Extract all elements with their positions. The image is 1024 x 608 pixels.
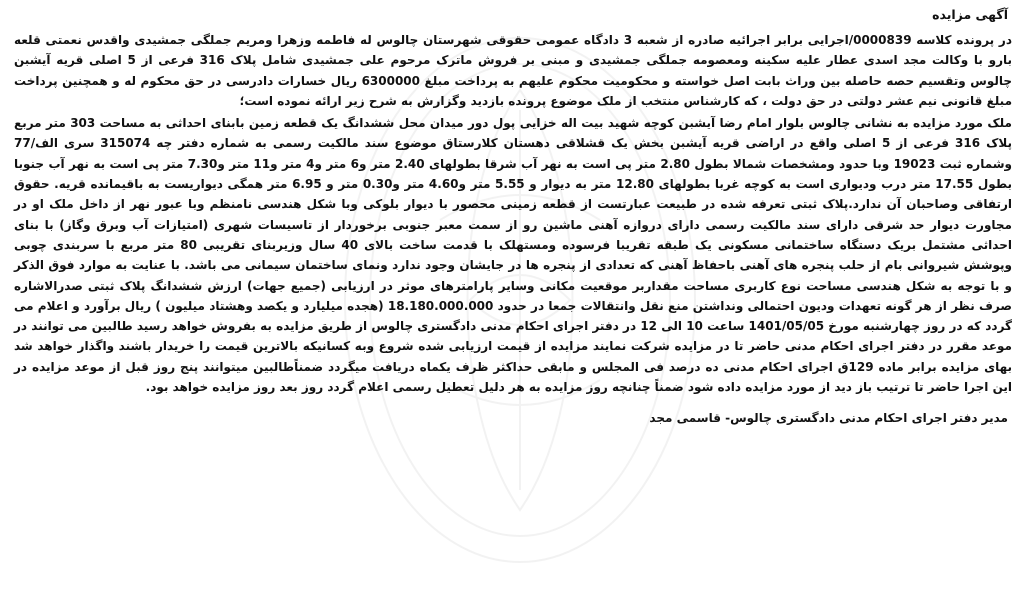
notice-signature: مدیر دفتر اجرای احکام مدنی دادگستری چالوس- قاسمی مجد	[649, 411, 1008, 426]
notice-paragraph-property: ملک مورد مزایده به نشانی چالوس بلوار امام رضا آیشبن کوچه شهید بیت اله خزایی پول دور میدان محل ششدانگ یک قطعه زمین بابنای احداثی به مساحت 303 متر مربع پلاک 316 فرعی از 5 اصلی واقع در اراضی قریه آیشبن بخش یک قشلاقی دهستان کلارستاق موضوع سند مالکیت رسمی به شماره دفتر چه 315074 سری الف/77 وشماره ثبت 19023 وبا حدود ومشخصات شمالا بطول 2.80 متر پی است به نهر آب شرقا بطولهای 2.40 متر و6 متر و4 متر و11 متر و7.30 متر پی است به نهر آب جنوبا بطول 17.55 متر درب ودیواری است به کوچه غربا بطولهای 12.80 متر به دیوار و 5.55 متر و4.60 متر و0.30 متر و 6.95 متر همگی دیواریست به باقیمانده قریه. حقوق ارتفاقی وصاحبان آن ندارد.پلاک ثبتی تعرفه شده در طبیعت عبارتست از قطعه زمینی محصور با دیوار بلوکی وبا شکل هندسی نامنظم وبا عبور نهر از داخل ملک او در مجاورت دیوار حد شرقی دارای سند مالکیت رسمی دارای دروازه آهنی ماشین رو از سمت معبر جنوبی برخوردار از تاسیسات شهری (امتیازات آب وبرق وگاز) با بنای احداثی مشتمل بریک دستگاه ساختمانی مسکونی یک طبقه تقریبا فرسوده ومستهلک با قدمت ساخت بالای 40 سال وزیربنای تقریبی 80 متر مربع با سربندی چوبی وپوشش شیروانی بام از حلب پنجره های آهنی باحفاظ آهنی که تعدادی از پنجره ها در جایشان وجود ندارد ونمای ساختمان سیمانی می باشد. با عنایت به موارد فوق الذکر و با توجه به شکل هندسی مساحت نوع کاربری مساحت مقداربر موقعیت مکانی وسایر پارامترهای موثر در ارزیابی (جمیع جهات) ارزش ششدانگ پلاک ثبتی صدرالاشاره صرف نظر از هر گونه تعهدات ودیون احتمالی ونداشتن منع نقل وانتقالات جمعا در حدود 18.180.000.000 (هجده میلیارد و یکصد وهشتاد میلیون ) ریال برآورد و اعلام می گردد که در روز چهارشنبه مورخ 1401/05/05 ساعت 10 الی 12 در دفتر اجرای احکام مدنی دادگستری چالوس از طریق مزایده به بفروش خواهد رسید طالبین می توانند در موعد مقرر در دفتر اجرای احکام مدنی حاضر تا در مزایده شرکت نمایند مزایده از قیمت ارزیابی شده شروع وبه کسانیکه بالاترین قیمت را خریدار باشند واگذار خواهد شد بهای مزایده برابر ماده 129ق اجرای احکام مدنی ده درصد فی المجلس و مابقی حداکثر ظرف یکماه دریافت میگردد ضمناًطالبین میتوانند پنج روز قبل از موعد مزایده در این اجرا حاضر تا ترتیب باز دید از مورد مزایده داده شود ضمناً چنانچه روز مزایده به هر دلیل تعطیل رسمی اعلام گردد روز بعد روز مزایده خواهد بود.	[14, 116, 1013, 395]
notice-paragraph-case: در پرونده کلاسه 0000839/اجرایی برابر اجرائیه صادره از شعبه 3 دادگاه عمومی حقوقی شهرستان چالوس له فاطمه وزهرا ومریم جملگی جمشیدی واقدس نعمتی قلعه بارو با وکالت مجد اسدی عطار علیه سکینه ومعصومه جملگی جمشیدی و مبنی بر فروش ماترک مرحوم علی جمشیدی شامل پلاک 316 فرعی از 5 اصلی قریه آیشبن چالوس وتقسیم حصه حاصله بین وراث بابت اصل خواسته و محکومیت محکوم علیهم به پرداخت مبلغ 6300000 ریال خسارات دادرسی در حق محکوم له و همچنین پرداخت مبلغ قانونی نیم عشر دولتی در حق دولت ، که کارشناس منتخب از ملک موضوع پرونده بازدید وگزارش به شرح زیر ارائه نموده است؛	[14, 33, 1012, 108]
notice-title: آگهی مزایده	[932, 7, 1008, 22]
